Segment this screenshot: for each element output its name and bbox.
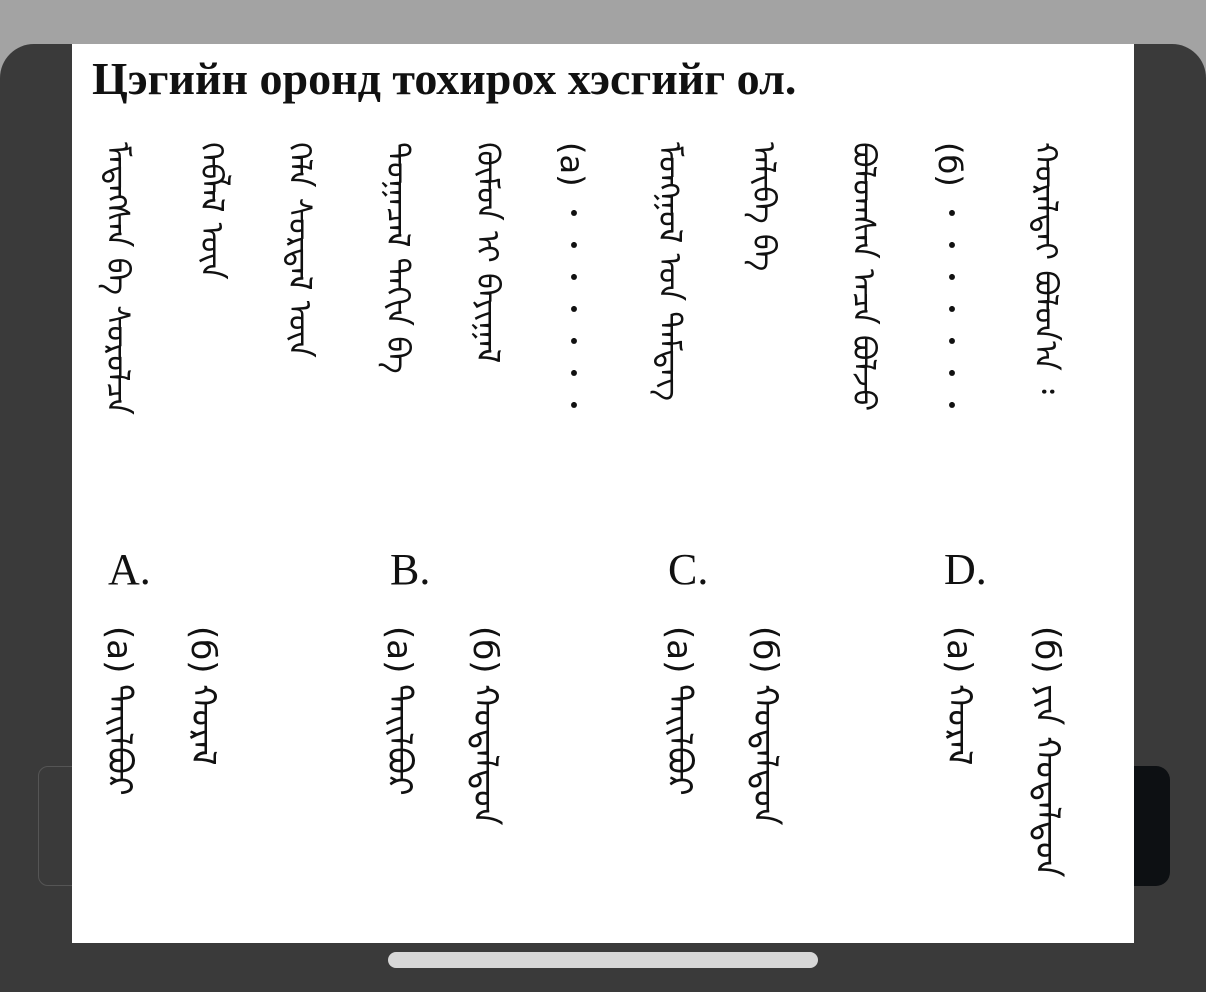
passage-line: ᠬᠦᠮᠦᠨ ᠢ ᠪᠠᠶᠢᠭᠠᠯ xyxy=(469,142,507,364)
option-part-a: (а) ᠲᠠᠢᠯᠪᠤᠷ xyxy=(379,626,419,796)
option-part-a: (а) ᠬᠤᠷᠠᠯ xyxy=(939,626,979,766)
question-image xyxy=(72,44,1134,943)
home-indicator[interactable] xyxy=(388,952,818,968)
passage-line: ᠠᠯᠢᠪᠠ ᠪᠠ xyxy=(745,142,783,272)
passage-line: (а) ・・・・・・・ xyxy=(553,142,591,421)
option-part-b: (б) ᠶᠢᠨ ᠬᠤᠳᠠᠯᠳᠤᠨ xyxy=(1027,626,1067,878)
option-letter: A. xyxy=(108,545,151,594)
option-part-b: (б) ᠬᠤᠳᠠᠯᠳᠤᠨ xyxy=(465,626,505,826)
option-letter: C. xyxy=(668,545,709,594)
passage-line: ᠮᠡᠳᠡᠭᠰᠡᠨ ᠪᠠ ᠰᠤᠷᠤᠯᠴᠠ xyxy=(99,142,137,415)
passage-line: ᠬᠡᠪᠯᠡᠯ ᠦᠨ xyxy=(193,142,231,280)
option-part-b: (б) ᠬᠤᠷᠠᠯ xyxy=(183,626,223,766)
passage-line: ᠬᠡᠯᠡ ᠰᠤᠷᠲᠠᠯ ᠦᠨ xyxy=(281,142,319,358)
passage-line: ᠪᠣᠯᠤᠭᠰᠠᠨ ᠠᠴᠠ ᠪᠣᠯᠵᠤ xyxy=(845,142,883,412)
passage-line: ᠲᠣᠭᠠᠴᠠᠯ ᠳᠠᠬᠢᠨ ᠪᠠ xyxy=(379,142,417,374)
question-title: Цэгийн оронд тохирох хэсгийг ол. xyxy=(92,53,797,104)
option-letter: D. xyxy=(944,545,987,594)
option-part-a: (а) ᠲᠠᠢᠯᠪᠤᠷ xyxy=(659,626,699,796)
passage-line: ᠬᠤᠷᠠᠯᠳᠠᠢ ᠪᠣᠯᠤᠨ᠎ᠠ ᠄ xyxy=(1027,142,1065,394)
option-part-a: (а) ᠲᠠᠢᠯᠪᠤᠷ xyxy=(99,626,139,796)
passage-line: (б) ・・・・・・・ xyxy=(931,142,969,421)
option-part-b: (б) ᠬᠤᠳᠠᠯᠳᠤᠨ xyxy=(745,626,785,826)
option-letter: B. xyxy=(390,545,431,594)
passage-line: ᠮᠣᠩᠭᠣᠯ ᠤᠨ ᠲᠡᠮᠳᠡᠭ xyxy=(651,142,689,402)
